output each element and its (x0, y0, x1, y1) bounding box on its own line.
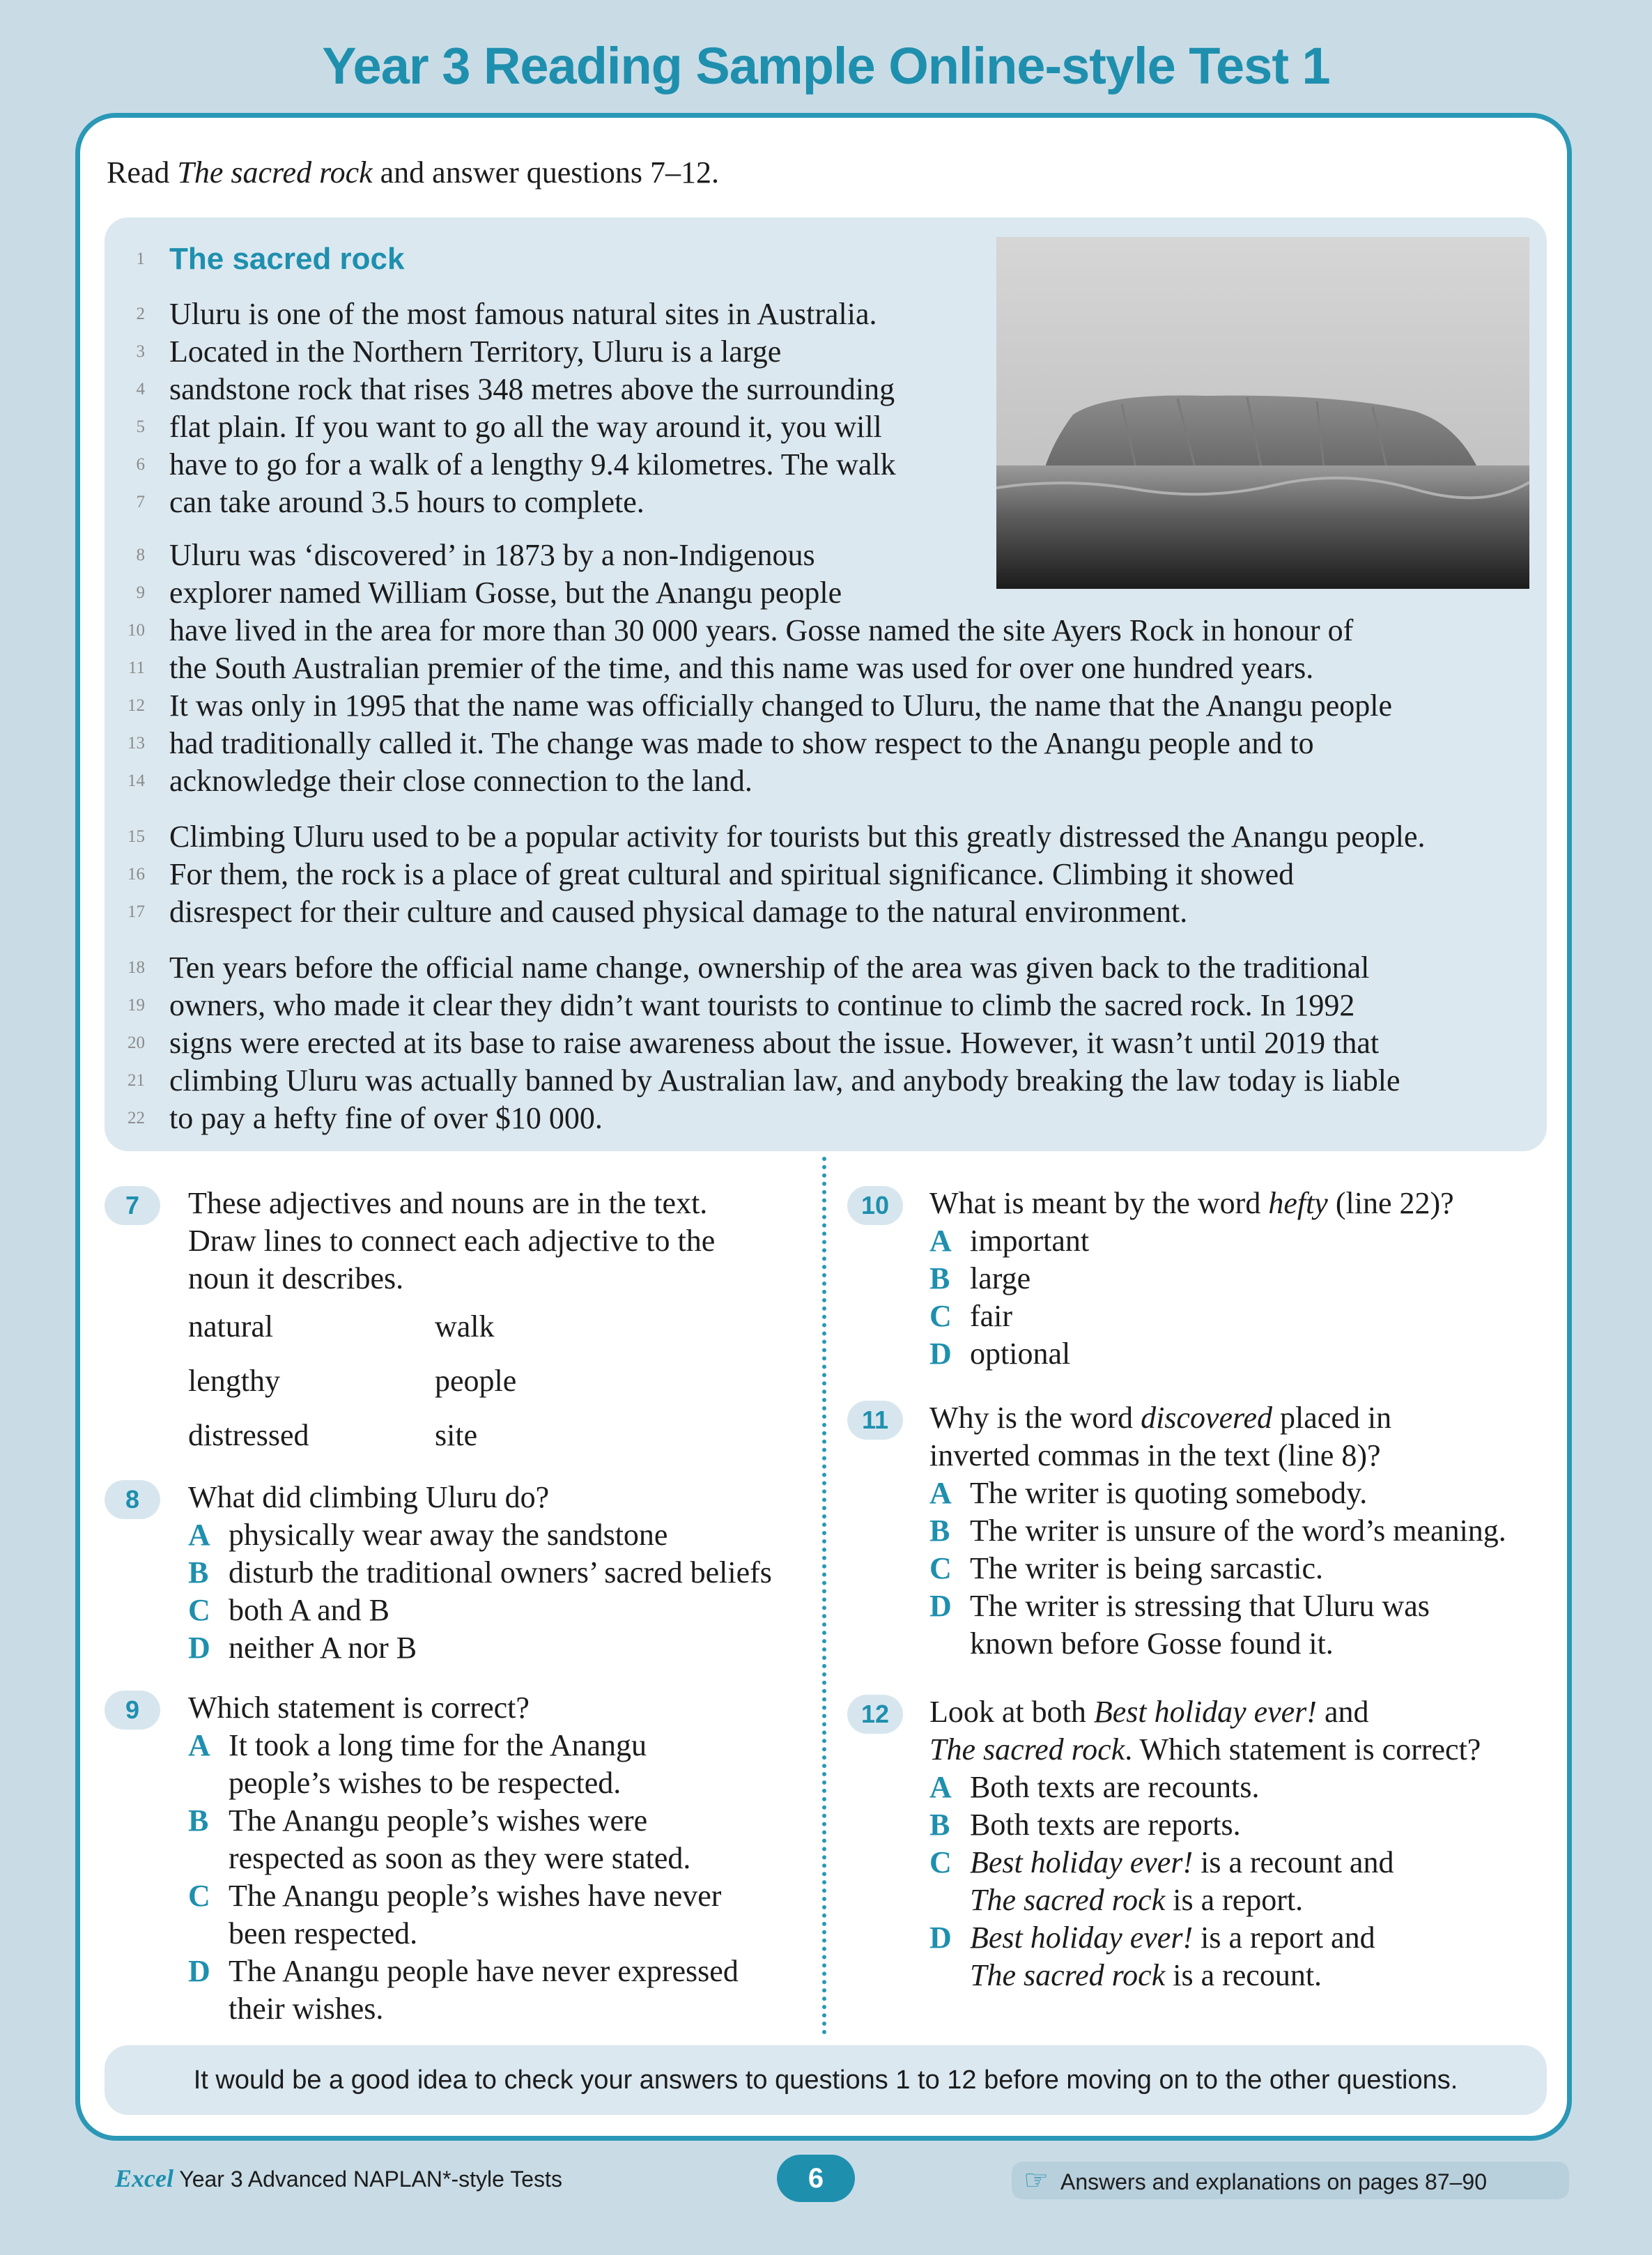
question-11-text: Why is the word discovered placed in inverted commas in the text (line 8)? (929, 1401, 1392, 1472)
question-number-badge: 12 (847, 1695, 903, 1734)
line-text: to pay a hefty fine of over $10 000. (169, 1101, 603, 1135)
line-number: 19 (128, 996, 145, 1015)
question-number-badge: 9 (105, 1691, 160, 1730)
q11-option-b[interactable]: B The writer is unsure of the word’s meaning. (929, 1514, 1506, 1548)
question-number-badge: 8 (105, 1480, 160, 1519)
q9-option-c[interactable]: C The Anangu people’s wishes have never been respected. (188, 1879, 722, 1950)
noun-people[interactable]: people (435, 1364, 517, 1398)
adjective-lengthy[interactable]: lengthy (188, 1364, 280, 1398)
line-text: Located in the Northern Territory, Uluru is a large (169, 334, 782, 369)
line-number: 3 (136, 342, 145, 361)
q12-option-a[interactable]: A Both texts are recounts. (929, 1770, 1260, 1804)
question-number-badge: 10 (847, 1186, 903, 1225)
pointing-hand-icon: ☞ (1024, 2165, 1049, 2196)
question-9-text: Which statement is correct? (188, 1691, 530, 1725)
uluru-photo (996, 237, 1529, 589)
line-number: 16 (128, 865, 145, 884)
line-text: It was only in 1995 that the name was officially changed to Uluru, the name that the Anangu people (169, 688, 1393, 723)
question-12-text: Look at both Best holiday ever! and The sacred rock. Which statement is correct? (929, 1695, 1481, 1767)
line-number: 20 (128, 1033, 145, 1052)
question-10-text: What is meant by the word hefty (line 22)? (929, 1186, 1454, 1220)
passage-title: The sacred rock (169, 242, 405, 276)
noun-walk[interactable]: walk (435, 1309, 495, 1344)
q9-option-d[interactable]: D The Anangu people have never expressed their wishes. (188, 1954, 739, 2026)
line-text: owners, who made it clear they didn’t want tourists to continue to climb the sacred rock. In 1992 (169, 988, 1355, 1022)
page-title: Year 3 Reading Sample Online-style Test 1 (322, 37, 1330, 95)
line-text: For them, the rock is a place of great cultural and spiritual significance. Climbing it showed (169, 857, 1295, 891)
line-number: 17 (128, 902, 145, 921)
q12-option-d[interactable]: D Best holiday ever! is a report and The sacred rock is a recount. (929, 1921, 1375, 1992)
footer-series: Excel Year 3 Advanced NAPLAN*-style Tests (115, 2164, 562, 2192)
line-text: have lived in the area for more than 30 000 years. Gosse named the site Ayers Rock in honour of (169, 613, 1354, 647)
line-number: 6 (136, 455, 145, 474)
q9-option-a[interactable]: A It took a long time for the Anangu people’s wishes to be respected. (188, 1728, 647, 1800)
line-number: 5 (136, 417, 145, 436)
uluru-photo-illustration (996, 237, 1529, 589)
line-number: 14 (128, 771, 145, 790)
noun-site[interactable]: site (435, 1418, 478, 1452)
line-text: the South Australian premier of the time, and this name was used for over one hundred years. (169, 651, 1314, 685)
line-text: explorer named William Gosse, but the Anangu people (169, 576, 842, 610)
adjective-distressed[interactable]: distressed (188, 1418, 309, 1452)
line-text: sandstone rock that rises 348 metres above the surrounding (169, 372, 895, 406)
q11-option-d[interactable]: D The writer is stressing that Uluru was known before Gosse found it. (929, 1589, 1430, 1661)
line-number: 4 (136, 380, 145, 399)
line-text: have to go for a walk of a lengthy 9.4 kilometres. The walk (169, 447, 896, 482)
q10-option-c[interactable]: C fair (929, 1299, 1013, 1333)
line-number: 8 (136, 546, 145, 564)
adjective-natural[interactable]: natural (188, 1309, 274, 1344)
line-text: had traditionally called it. The change was made to show respect to the Anangu people and to (169, 726, 1314, 760)
answers-reference: ☞ Answers and explanations on pages 87–90 (1012, 2162, 1569, 2199)
question-7-text: These adjectives and nouns are in the text. Draw lines to connect each adjective to the noun it describes. (188, 1186, 716, 1295)
line-number: 12 (128, 696, 145, 715)
line-text: Climbing Uluru used to be a popular activity for tourists but this greatly distressed the Anangu people. (169, 819, 1426, 854)
q12-option-c[interactable]: C Best holiday ever! is a recount and The sacred rock is a report. (929, 1845, 1394, 1917)
intro-instruction: Read The sacred rock and answer questions 7–12. (107, 155, 720, 190)
line-number: 11 (128, 659, 145, 677)
column-divider (822, 1157, 826, 2035)
q8-option-a[interactable]: A physically wear away the sandstone (188, 1518, 668, 1552)
line-text: can take around 3.5 hours to complete. (169, 485, 644, 519)
line-number: 7 (136, 493, 145, 511)
line-number: 1 (136, 249, 145, 268)
line-number: 15 (128, 827, 145, 846)
q8-option-c[interactable]: C both A and B (188, 1593, 390, 1627)
q10-option-d[interactable]: D optional (929, 1337, 1071, 1371)
line-number: 21 (128, 1071, 145, 1090)
question-8-text: What did climbing Uluru do? (188, 1480, 550, 1514)
q8-option-d[interactable]: D neither A nor B (188, 1631, 417, 1665)
line-number: 13 (128, 734, 145, 753)
line-number: 10 (128, 621, 145, 640)
line-text: Uluru is one of the most famous natural sites in Australia. (169, 297, 877, 331)
question-number-badge: 7 (105, 1186, 160, 1225)
question-number-badge: 11 (847, 1401, 903, 1440)
q10-option-b[interactable]: B large (929, 1261, 1031, 1295)
q10-option-a[interactable]: A important (929, 1224, 1090, 1258)
line-text: signs were erected at its base to raise awareness about the issue. However, it wasn’t until 2019 that (169, 1026, 1380, 1060)
line-text: flat plain. If you want to go all the way around it, you will (169, 410, 882, 444)
line-text: acknowledge their close connection to the land. (169, 764, 752, 798)
line-text: Ten years before the official name change, ownership of the area was given back to the traditional (169, 951, 1370, 985)
line-number: 22 (128, 1109, 145, 1128)
q12-option-b[interactable]: B Both texts are reports. (929, 1808, 1241, 1842)
excel-logo: Excel (115, 2164, 173, 2192)
check-answers-tip: It would be a good idea to check your answers to questions 1 to 12 before moving on to the other questions. (105, 2045, 1547, 2115)
line-text: disrespect for their culture and caused physical damage to the natural environment. (169, 895, 1188, 929)
q9-option-b[interactable]: B The Anangu people’s wishes were respected as soon as they were stated. (188, 1803, 691, 1875)
q11-option-a[interactable]: A The writer is quoting somebody. (929, 1476, 1368, 1510)
q11-option-c[interactable]: C The writer is being sarcastic. (929, 1551, 1324, 1585)
q8-option-b[interactable]: B disturb the traditional owners’ sacred beliefs (188, 1555, 772, 1590)
page-number: 6 (777, 2155, 855, 2202)
line-number: 2 (136, 305, 145, 323)
line-text: Uluru was ‘discovered’ in 1873 by a non-Indigenous (169, 538, 815, 572)
line-number: 9 (136, 583, 145, 602)
line-number: 18 (128, 958, 145, 977)
line-text: climbing Uluru was actually banned by Australian law, and anybody breaking the law today is liable (169, 1063, 1400, 1098)
